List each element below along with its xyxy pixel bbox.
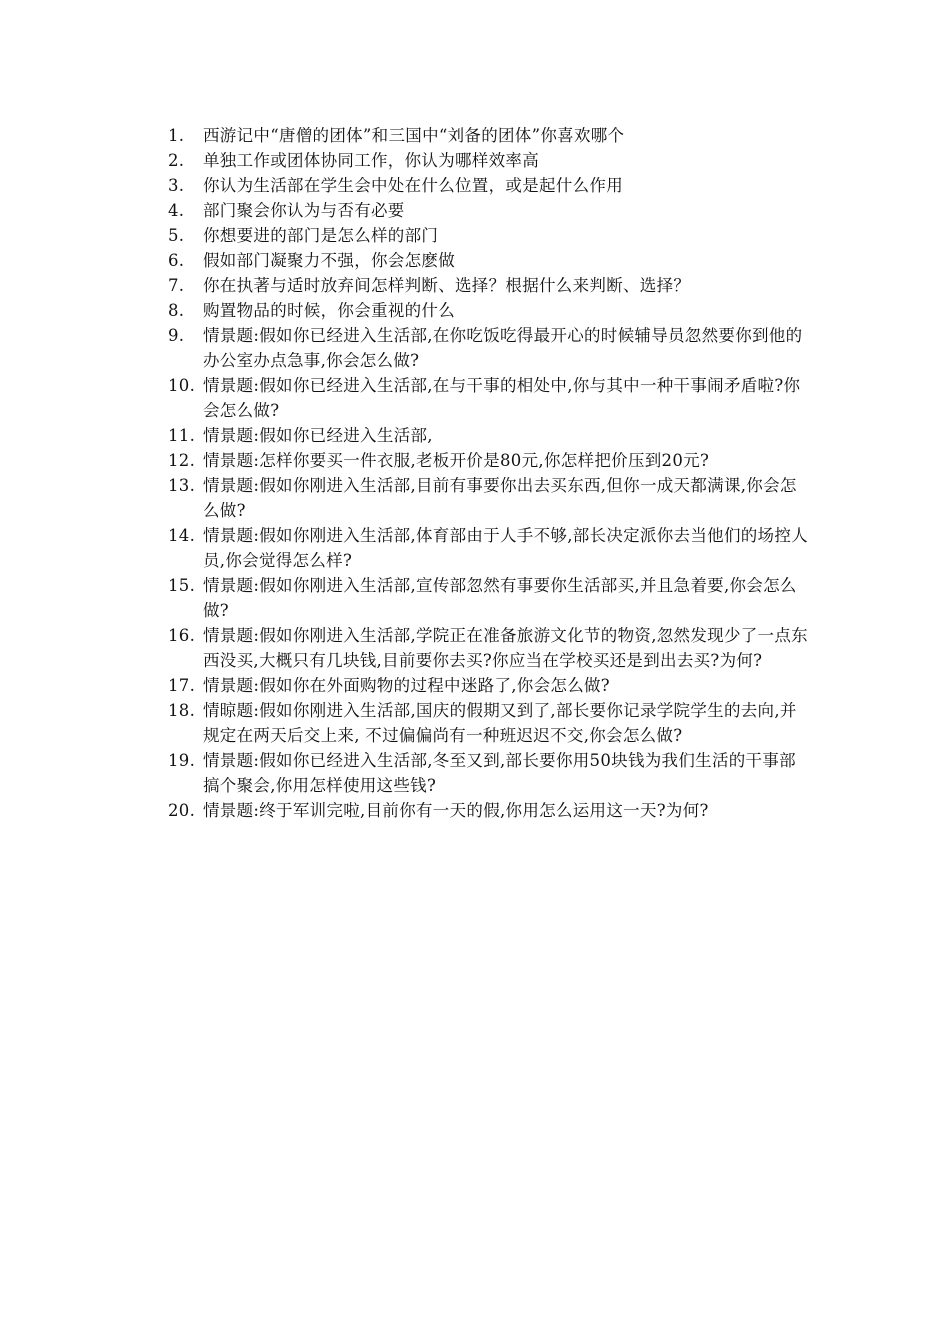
list-item xyxy=(168,698,808,748)
item-number: 14. xyxy=(168,526,196,545)
item-text: 情景题:假如你已经进入生活部,在与干事的相处中,你与其中一种干事闹矛盾啦?你会怎么做? xyxy=(203,376,801,420)
list-item xyxy=(168,748,808,798)
list-item xyxy=(168,673,808,698)
item-number: 2. xyxy=(168,151,185,170)
list-item xyxy=(168,423,808,448)
list-item xyxy=(168,448,808,473)
item-number: 10. xyxy=(168,376,196,395)
item-number: 16. xyxy=(168,626,196,645)
list-item xyxy=(168,273,808,298)
item-number: 18. xyxy=(168,701,196,720)
item-number: 9. xyxy=(168,326,185,345)
item-number: 8. xyxy=(168,301,185,320)
list-item xyxy=(168,523,808,573)
item-number: 17. xyxy=(168,676,196,695)
item-text: 假如部门凝聚力不强，你会怎麽做 xyxy=(203,251,455,270)
item-text: 情晾题:假如你刚进入生活部,国庆的假期又到了,部长要你记录学院学生的去向,并规定在两天后交上来, 不过偏偏尚有一种班迟迟不交,你会怎么做? xyxy=(203,701,797,745)
item-number: 4. xyxy=(168,201,185,220)
item-text: 情景题:假如你刚进入生活部,学院正在准备旅游文化节的物资,忽然发现少了一点东西没买,大概只有几块钱,目前要你去买?你应当在学校买还是到出去买?为何? xyxy=(203,626,808,670)
list-item xyxy=(168,798,808,823)
item-text: 你想要进的部门是怎么样的部门 xyxy=(203,226,439,245)
item-number: 19. xyxy=(168,751,196,770)
item-number: 20. xyxy=(168,801,196,820)
item-number: 5. xyxy=(168,226,185,245)
item-text: 情景题:假如你已经进入生活部,冬至又到,部长要你用50块钱为我们生活的干事部搞个聚会,你用怎样使用这些钱? xyxy=(203,751,796,795)
item-number: 12. xyxy=(168,451,196,470)
item-text: 情景题:假如你刚进入生活部,目前有事要你出去买东西,但你一成天都满课,你会怎么做? xyxy=(203,476,797,520)
item-text: 情景题:终于军训完啦,目前你有一天的假,你用怎么运用这一天?为何? xyxy=(203,801,709,820)
item-number: 15. xyxy=(168,576,196,595)
list-item xyxy=(168,248,808,273)
item-number: 13. xyxy=(168,476,196,495)
item-text: 你在执著与适时放弃间怎样判断、选择？根据什么来判断、选择？ xyxy=(203,276,691,295)
item-text: 部门聚会你认为与否有必要 xyxy=(203,201,405,220)
item-text: 购置物品的时候，你会重视的什么 xyxy=(203,301,455,320)
item-number: 1. xyxy=(168,126,185,145)
question-list xyxy=(168,123,808,823)
item-number: 6. xyxy=(168,251,185,270)
item-text: 情景题:假如你刚进入生活部,体育部由于人手不够,部长决定派你去当他们的场控人员,你会觉得怎么样? xyxy=(203,526,808,570)
item-text: 西游记中“唐僧的团体”和三国中“刘备的团体”你喜欢哪个 xyxy=(203,126,625,145)
list-item xyxy=(168,373,808,423)
item-text: 情景题:假如你已经进入生活部,在你吃饭吃得最开心的时候辅导员忽然要你到他的办公室办点急事,你会怎么做? xyxy=(203,326,803,370)
list-item xyxy=(168,573,808,623)
list-item xyxy=(168,223,808,248)
item-text: 情景题:假如你已经进入生活部, xyxy=(203,426,433,445)
item-number: 3. xyxy=(168,176,185,195)
item-number: 7. xyxy=(168,276,185,295)
list-item xyxy=(168,123,808,148)
item-text: 你认为生活部在学生会中处在什么位置，或是起什么作用 xyxy=(203,176,623,195)
item-text: 情景题:假如你刚进入生活部,宣传部忽然有事要你生活部买,并且急着要,你会怎么做? xyxy=(203,576,797,620)
item-number: 11. xyxy=(168,426,196,445)
item-text: 单独工作或团体协同工作，你认为哪样效率高 xyxy=(203,151,539,170)
list-item xyxy=(168,473,808,523)
list-item xyxy=(168,173,808,198)
list-item xyxy=(168,623,808,673)
list-item xyxy=(168,148,808,173)
list-item xyxy=(168,198,808,223)
item-text: 情景题:假如你在外面购物的过程中迷路了,你会怎么做? xyxy=(203,676,610,695)
item-text: 情景题:怎样你要买一件衣服,老板开价是80元,你怎样把价压到20元? xyxy=(203,451,710,470)
list-item xyxy=(168,298,808,323)
list-item xyxy=(168,323,808,373)
